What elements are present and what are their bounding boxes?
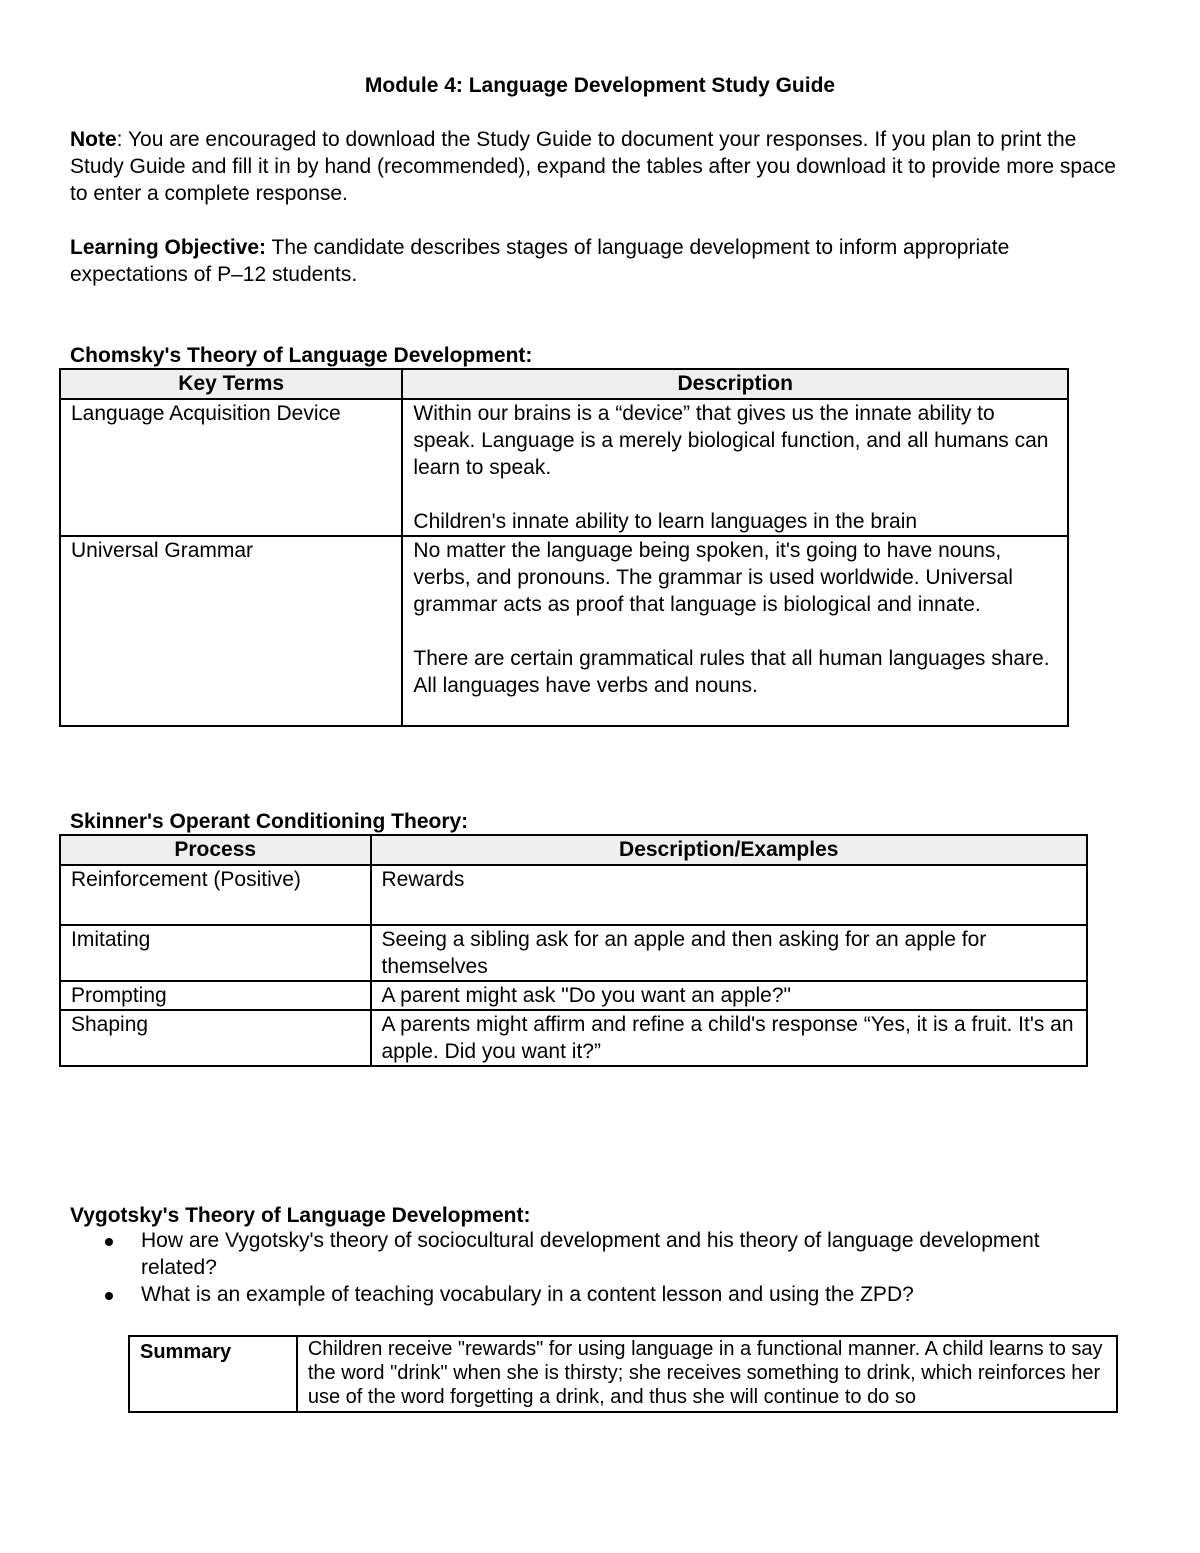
col-process: Process bbox=[60, 835, 371, 865]
description-cell bbox=[402, 536, 1068, 726]
note-paragraph bbox=[70, 126, 1130, 207]
process-cell: Imitating bbox=[60, 925, 371, 981]
process-cell: Shaping bbox=[60, 1010, 371, 1066]
description-cell bbox=[402, 399, 1068, 536]
term-cell: Language Acquisition Device bbox=[60, 399, 402, 536]
table-row bbox=[60, 399, 1068, 536]
description-text: Within our brains is a “device” that gives us the innate ability to speak. Language is a merely biological function, and all humans can learn to speak. bbox=[413, 402, 1049, 479]
list-item bbox=[70, 1227, 1070, 1281]
summary-table bbox=[128, 1335, 1118, 1413]
description-text: There are certain grammatical rules that all human languages share. All languages have verbs and nouns. bbox=[413, 647, 1050, 697]
example-cell: A parents might affirm and refine a child's response “Yes, it is a fruit. It's an apple. Did you want it?” bbox=[371, 1010, 1088, 1066]
objective-text: The candidate describes stages of language development to inform appropriate expectations of P–12 students. bbox=[70, 236, 1010, 286]
list-item bbox=[70, 1281, 1070, 1308]
table-row bbox=[60, 981, 1087, 1010]
table-row bbox=[60, 536, 1068, 726]
example-cell: A parent might ask "Do you want an apple?" bbox=[371, 981, 1088, 1010]
table-row bbox=[129, 1336, 1117, 1412]
process-cell: Reinforcement (Positive) bbox=[60, 865, 371, 925]
table-row bbox=[60, 865, 1087, 925]
col-key-terms: Key Terms bbox=[60, 369, 402, 399]
summary-label: Summary bbox=[129, 1336, 297, 1412]
note-text: : You are encouraged to download the Study Guide to document your responses. If you plan to print the Study Guide and fill it in by hand (recommended), expand the tables after you download it to provide more space to enter a complete response. bbox=[70, 128, 1116, 205]
table-row bbox=[60, 1010, 1087, 1066]
vygotsky-questions bbox=[70, 1227, 1070, 1308]
example-cell: Rewards bbox=[371, 865, 1088, 925]
col-description-examples: Description/Examples bbox=[371, 835, 1088, 865]
bullet-icon bbox=[105, 1292, 113, 1300]
skinner-table bbox=[59, 834, 1088, 1067]
learning-objective bbox=[70, 234, 1070, 288]
vygotsky-heading: Vygotsky's Theory of Language Development: bbox=[70, 1204, 531, 1227]
chomsky-table bbox=[59, 368, 1069, 727]
description-text: Children's innate ability to learn languages in the brain bbox=[413, 510, 918, 533]
description-text: No matter the language being spoken, it's going to have nouns, verbs, and pronouns. The grammar is used worldwide. Universal grammar acts as proof that language is biological and innate. bbox=[413, 539, 1013, 616]
note-label: Note bbox=[70, 128, 117, 151]
term-cell: Universal Grammar bbox=[60, 536, 402, 726]
bullet-text: What is an example of teaching vocabulary in a content lesson and using the ZPD? bbox=[141, 1283, 914, 1306]
bullet-text: How are Vygotsky's theory of sociocultural development and his theory of language development related? bbox=[141, 1229, 1040, 1279]
table-row bbox=[60, 925, 1087, 981]
objective-label: Learning Objective: bbox=[70, 236, 267, 259]
col-description: Description bbox=[402, 369, 1068, 399]
page-title: Module 4: Language Development Study Guide bbox=[364, 74, 836, 97]
table-header-row bbox=[60, 835, 1087, 865]
skinner-heading: Skinner's Operant Conditioning Theory: bbox=[70, 810, 469, 833]
bullet-icon bbox=[105, 1238, 113, 1246]
table-header-row bbox=[60, 369, 1068, 399]
summary-text: Children receive "rewards" for using language in a functional manner. A child learns to say the word "drink" when she is thirsty; she receives something to drink, which reinforces her use of the word forgetting a drink, and thus she will continue to do so bbox=[297, 1336, 1117, 1412]
example-cell: Seeing a sibling ask for an apple and then asking for an apple for themselves bbox=[371, 925, 1088, 981]
process-cell: Prompting bbox=[60, 981, 371, 1010]
chomsky-heading: Chomsky's Theory of Language Development: bbox=[70, 344, 533, 367]
